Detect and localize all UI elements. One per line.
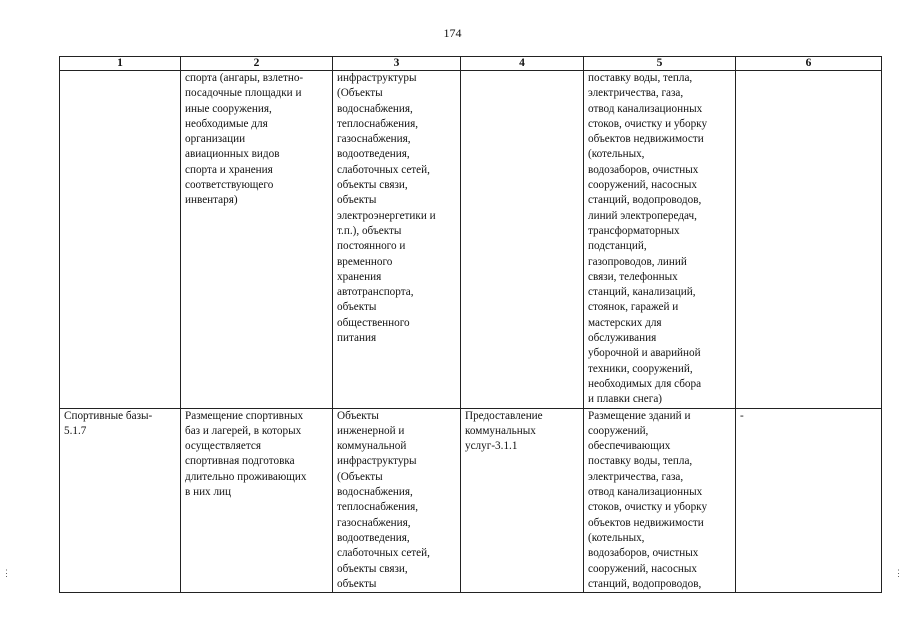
table-cell-conditional-use: Предоставление коммунальных услуг-3.1.1 xyxy=(461,408,584,593)
column-header-6: 6 xyxy=(736,57,882,71)
column-header-5: 5 xyxy=(584,57,736,71)
table-cell-notes: - xyxy=(736,408,882,593)
land-use-table xyxy=(59,56,882,593)
table-cell-conditional-description: Размещение зданий и сооружений, обеспечивающих поставку воды, тепла, электричества, газа, отвод канализационных стоков, очистку и уборку объектов недвижимости (котельных, водозаборов, очистных сооружений, насосных станций, водопроводов, xyxy=(584,408,736,593)
left-edge-mark: ⋮ xyxy=(2,568,11,578)
column-header-2: 2 xyxy=(181,57,333,71)
table-cell-use-description: Размещение спортивных баз и лагерей, в которых осуществляется спортивная подготовка длительно проживающих в них лиц xyxy=(181,408,333,593)
table-cell-use-type: Спортивные базы- 5.1.7 xyxy=(60,408,181,593)
table-row xyxy=(60,408,882,593)
table-cell-use-type xyxy=(60,71,181,409)
right-edge-mark: ⋮ xyxy=(894,568,903,578)
column-header-4: 4 xyxy=(461,57,584,71)
table-cell-conditional-use xyxy=(461,71,584,409)
table-cell-notes xyxy=(736,71,882,409)
table-header-row xyxy=(60,57,882,71)
column-header-1: 1 xyxy=(60,57,181,71)
table-row xyxy=(60,71,882,409)
page-number: 174 xyxy=(443,26,462,40)
table-cell-auxiliary-objects: Объекты инженерной и коммунальной инфраструктуры (Объекты водоснабжения, теплоснабжения, газоснабжения, водоотведения, слаботочных сетей, объекты связи, объекты xyxy=(333,408,461,593)
table-cell-use-description: спорта (ангары, взлетно- посадочные площадки и иные сооружения, необходимые для организации авиационных видов спорта и хранения соответствующего инвентаря) xyxy=(181,71,333,409)
column-header-3: 3 xyxy=(333,57,461,71)
table-cell-conditional-description: поставку воды, тепла, электричества, газа, отвод канализационных стоков, очистку и уборку объектов недвижимости (котельных, водозаборов, очистных сооружений, насосных станций, водопроводов, линий электропередач, трансформаторных подстанций, газопроводов, линий связи, телефонных станций, канализаций, стоянок, гаражей и мастерских для обслуживания уборочной и аварийной техники, сооружений, необходимых для сбора и плавки снега) xyxy=(584,71,736,409)
table-cell-auxiliary-objects: инфраструктуры (Объекты водоснабжения, теплоснабжения, газоснабжения, водоотведения, слаботочных сетей, объекты связи, объекты электроэнергетики и т.п.), объекты постоянного и временного хранения автотранспорта, объекты общественного питания xyxy=(333,71,461,409)
